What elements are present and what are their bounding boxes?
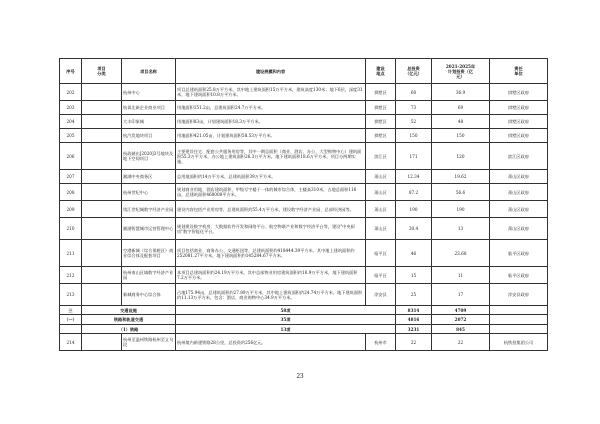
table-row [60, 115, 548, 129]
summary-total: 4816 [396, 315, 432, 325]
table-row [60, 201, 548, 218]
cell-plan: 190 [432, 201, 490, 218]
summary-count: 58项 [176, 306, 396, 315]
cell-content: 总用地面积约14万平方米，总建筑面积39万平方米。 [176, 170, 366, 184]
summary-label: 铁路和轨道交通 [82, 315, 176, 325]
summary-plan: 4709 [432, 306, 490, 315]
cell-location: 萧山区 [366, 218, 396, 240]
cell-total: 12.34 [396, 170, 432, 184]
cell-no: 204 [60, 115, 82, 129]
table-header-row [60, 59, 548, 84]
cell-unit: 临平区政府 [490, 267, 548, 284]
cell-total: 52 [396, 115, 432, 129]
table-row [60, 184, 548, 201]
cell-location: 临平区 [366, 240, 396, 267]
cell-category [82, 218, 122, 240]
cell-total: 171 [396, 143, 432, 170]
cell-category [82, 143, 122, 170]
summary-row [60, 325, 548, 334]
cell-name: 空港新城（综合保税区）商业综合体及配套项目 [122, 240, 176, 267]
cell-plan: 13 [432, 218, 490, 240]
table-row [60, 334, 548, 351]
summary-row [60, 306, 548, 315]
cell-unit: 拱墅区政府 [490, 84, 548, 101]
cell-no: 209 [60, 201, 82, 218]
cell-name: 大丰印象城 [122, 115, 176, 129]
summary-count: 35项 [176, 315, 396, 325]
cell-content: 本项目总建筑面积约24.19万平方米，其中总部物业用房建筑面积约16.9万平方米，地下建筑面积7.2万平方米。 [176, 267, 366, 284]
cell-location: 杭州市 [366, 334, 396, 351]
cell-total: 30.4 [396, 218, 432, 240]
cell-unit: 杭铁投集团公司 [490, 334, 548, 351]
cell-unit: 拱墅区政府 [490, 115, 548, 129]
cell-no: 214 [60, 334, 82, 351]
summary-no: （一） [60, 315, 82, 325]
cell-unit: 萧山区政府 [490, 184, 548, 201]
cell-name: 杭州南山区域数字经济产业园 [122, 267, 176, 284]
cell-plan: 23.68 [432, 240, 490, 267]
cell-name: 钱江世纪城数字经济产业园 [122, 201, 176, 218]
cell-content: 用地面积83亩，计划建筑面积18.3万平方米。 [176, 115, 366, 129]
cell-category [82, 84, 122, 101]
cell-location: 萧山区 [366, 201, 396, 218]
project-table [59, 58, 548, 351]
cell-name: 杭州中心 [122, 84, 176, 101]
header-plan-investment: 2021-2025年 计划投资（亿 元） [432, 59, 490, 84]
cell-plan: 120 [432, 143, 490, 170]
cell-unit: 萧山区政府 [490, 170, 548, 184]
header-responsible-unit: 责任 单位 [490, 59, 548, 84]
summary-plan: 2072 [432, 315, 490, 325]
cell-unit: 淳安县政府 [490, 284, 548, 306]
cell-plan: 19.62 [432, 170, 490, 184]
table-row [60, 143, 548, 170]
header-total-investment: 总投资 （亿元） [396, 59, 432, 84]
cell-plan: 22 [432, 334, 490, 351]
cell-total: 73 [396, 101, 432, 115]
cell-content: 建设内容包括产业用房等，总建筑面积约55.4万平方米，建设数字经济产业园、总部经济园等。 [176, 201, 366, 218]
summary-blank [490, 306, 548, 315]
header-name: 项目名称 [122, 59, 176, 84]
cell-total: 190 [396, 201, 432, 218]
cell-no: 213 [60, 284, 82, 306]
cell-name: 新城商务中心综合体 [122, 284, 176, 306]
cell-name: 湘湖中央商务区 [122, 170, 176, 184]
summary-count: 13项 [176, 325, 396, 334]
cell-unit: 滨江区政府 [490, 143, 548, 170]
cell-no: 202 [60, 84, 82, 101]
cell-content: 项目包括商业、商务办公、交通枢纽等，总建筑面积约418444.39平方米，其中地上建筑面积约252081.27平方米，地下建筑面积约145284.67平方米。 [176, 240, 366, 267]
header-category: 项目 分类 [82, 59, 122, 84]
cell-category [82, 170, 122, 184]
cell-category [82, 284, 122, 306]
cell-total: 60 [396, 84, 432, 101]
cell-no: 207 [60, 170, 82, 184]
summary-blank [490, 315, 548, 325]
cell-no: 211 [60, 240, 82, 267]
table-row [60, 284, 548, 306]
cell-plan: 150 [432, 129, 490, 143]
cell-content: 规划建设数字机房、大数据软件开发和网络平台、航空物联产业和数字经济平台等，建设"中央厨房"数字智能化平台。 [176, 218, 366, 240]
cell-name: 杭汽发地块项目 [122, 129, 176, 143]
cell-location: 拱墅区 [366, 101, 396, 115]
cell-category [82, 267, 122, 284]
summary-row [60, 315, 548, 325]
cell-total: 15 [396, 267, 432, 284]
cell-unit: 拱墅区政府 [490, 129, 548, 143]
cell-category [82, 334, 122, 351]
cell-no: 208 [60, 184, 82, 201]
cell-total: 87.2 [396, 184, 432, 201]
cell-content: 杭州境内新建铁路28公里，总投资约256亿元。 [176, 334, 366, 351]
summary-no: 三 [60, 306, 82, 315]
cell-content: 规划商业用地、酒店建筑面积、甲级写字楼于一体的城市综合体，主楼高310米，占地总面积116亩，总建筑面积460000平方米。 [176, 184, 366, 201]
cell-location: 拱墅区 [366, 129, 396, 143]
cell-plan: 17 [432, 284, 490, 306]
cell-name: 杭州世纪中心 [122, 184, 176, 201]
header-no: 序号 [60, 59, 82, 84]
cell-no: 206 [60, 143, 82, 170]
cell-content: 项目总建筑面积25.8万平方米，其中地上建筑面积15万平方米，建筑高度130米；地下6层，深度31米，地下建筑面积10.8万平方米。 [176, 84, 366, 101]
cell-unit: 萧山区政府 [490, 218, 548, 240]
cell-total: 46 [396, 240, 432, 267]
table-row [60, 170, 548, 184]
cell-category [82, 240, 122, 267]
cell-no: 203 [60, 101, 82, 115]
cell-total: 25 [396, 284, 432, 306]
cell-category [82, 101, 122, 115]
cell-unit: 临平区政府 [490, 240, 548, 267]
table-row [60, 84, 548, 101]
cell-content: 主要建设住宅、配套公共服务用房等，其中一期总面积（商业、酒店、办公、大型购物中心）建筑面积55.3万平方米，办公地上建筑面积26.3万平方米，地下建筑面积18.6万平方米，项目分两期实施。 [176, 143, 366, 170]
cell-plan: 69 [432, 101, 490, 115]
summary-total: 8314 [396, 306, 432, 315]
header-location: 建设 地点 [366, 59, 396, 84]
cell-plan: 11 [432, 267, 490, 284]
cell-plan: 36.9 [432, 84, 490, 101]
cell-name: 杭政储出[2020]3号地块及地下空间项目 [122, 143, 176, 170]
table-row [60, 218, 548, 240]
cell-category [82, 129, 122, 143]
summary-label: 交通设施 [82, 306, 176, 315]
page-number: 23 [296, 372, 304, 380]
cell-no: 205 [60, 129, 82, 143]
summary-blank [490, 325, 548, 334]
cell-location: 拱墅区 [366, 84, 396, 101]
cell-name: 湘湖智慧城市运营管理中心 [122, 218, 176, 240]
summary-label: （1）铁路 [82, 325, 176, 334]
table-row [60, 267, 548, 284]
summary-total: 3231 [396, 325, 432, 334]
cell-location: 临平区 [366, 267, 396, 284]
cell-no: 212 [60, 267, 82, 284]
cell-location: 萧山区 [366, 170, 396, 184]
table-row [60, 129, 548, 143]
cell-location: 萧山区 [366, 184, 396, 201]
summary-no [60, 325, 82, 334]
cell-category [82, 184, 122, 201]
header-content: 建设规模和内容 [176, 59, 366, 84]
cell-category [82, 201, 122, 218]
cell-content: 占地175.94亩，总建筑面积约27.89万平方米，其中地上建筑面积约24.74万平方米，地下建筑面积约11.13万平方米，包含：酒店、商业购物中心34.9万平方米。 [176, 284, 366, 306]
table-row [60, 101, 548, 115]
cell-plan: 48 [432, 115, 490, 129]
cell-category [82, 115, 122, 129]
cell-location: 拱墅区 [366, 115, 396, 129]
cell-name: 杭州至温州铁路杭州至义乌段 [122, 334, 176, 351]
summary-plan: 845 [432, 325, 490, 334]
cell-content: 用地面积421.05亩，计划建筑面积58.53万平方米。 [176, 129, 366, 143]
cell-content: 用地面积151.2亩，总建筑面积24.7万平方米。 [176, 101, 366, 115]
cell-total: 150 [396, 129, 432, 143]
cell-unit: 拱墅区政府 [490, 101, 548, 115]
cell-no: 210 [60, 218, 82, 240]
cell-plan: 56.6 [432, 184, 490, 201]
table-row [60, 240, 548, 267]
cell-name: 杭氧北新企业商业项目 [122, 101, 176, 115]
cell-total: 22 [396, 334, 432, 351]
cell-location: 淳安县 [366, 284, 396, 306]
cell-location: 滨江区 [366, 143, 396, 170]
cell-unit: 萧山区政府 [490, 201, 548, 218]
